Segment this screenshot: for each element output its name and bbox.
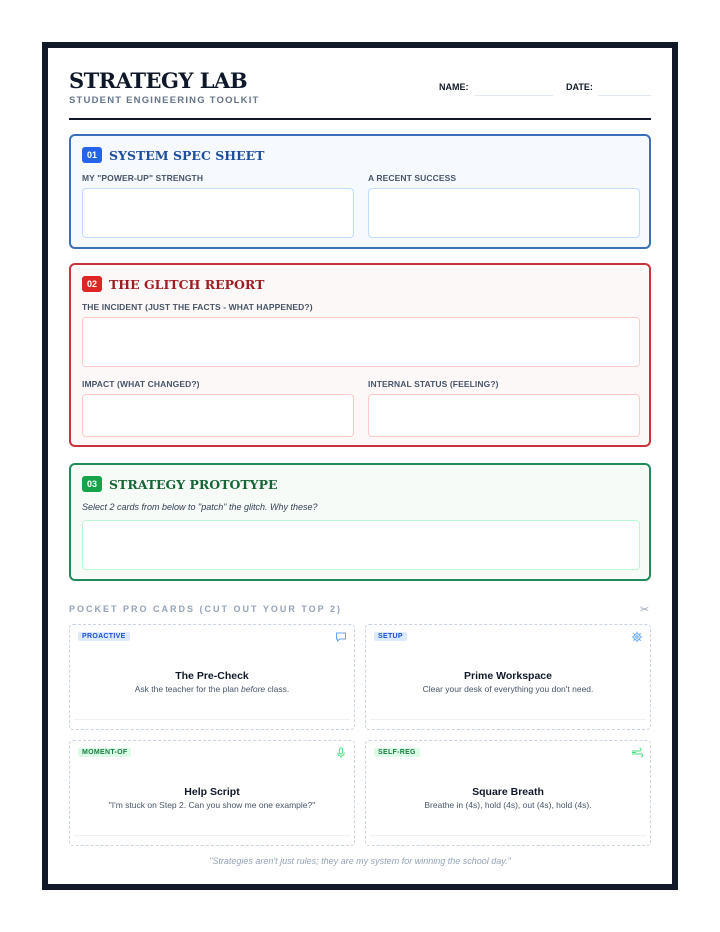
- incident-label: THE INCIDENT (JUST THE FACTS - WHAT HAPPENED?): [82, 302, 313, 312]
- gear-icon: [631, 631, 643, 643]
- worksheet-frame: [42, 42, 678, 890]
- card-divider: [74, 719, 350, 720]
- card-description: Ask the teacher for the plan before class.: [134, 684, 290, 694]
- card-tag: MOMENT-OF: [78, 748, 131, 757]
- section-glitch-report: [69, 263, 651, 447]
- section-number-badge: 03: [82, 476, 102, 492]
- card-description: Breathe in (4s), hold (4s), out (4s), hold (4s).: [424, 800, 592, 810]
- incident-input[interactable]: [82, 317, 640, 367]
- section-number-badge: 02: [82, 276, 102, 292]
- scissors-icon: ✂: [640, 604, 650, 616]
- impact-input[interactable]: [82, 394, 354, 437]
- card-help-script[interactable]: [69, 740, 355, 846]
- section-strategy-prototype: [69, 463, 651, 581]
- impact-label: IMPACT (WHAT CHANGED?): [82, 379, 200, 389]
- section-title: STRATEGY PROTOTYPE: [109, 477, 278, 492]
- prototype-input[interactable]: [82, 520, 640, 570]
- card-description: "I'm stuck on Step 2. Can you show me one example?": [108, 800, 316, 810]
- name-label: NAME:: [439, 82, 469, 92]
- card-title: Prime Workspace: [464, 670, 552, 682]
- card-divider: [370, 719, 646, 720]
- card-prime-workspace[interactable]: [365, 624, 651, 730]
- section-system-spec-sheet: [69, 134, 651, 249]
- success-label: A RECENT SUCCESS: [368, 173, 457, 183]
- card-tag: PROACTIVE: [78, 632, 130, 641]
- date-label: DATE:: [566, 82, 593, 92]
- section-title: SYSTEM SPEC SHEET: [109, 148, 265, 163]
- status-input[interactable]: [368, 394, 640, 437]
- chat-bubble-icon: [335, 631, 347, 643]
- card-title: Square Breath: [472, 786, 544, 798]
- name-field[interactable]: [475, 95, 553, 96]
- strength-input[interactable]: [82, 188, 354, 238]
- section-title: THE GLITCH REPORT: [109, 277, 265, 292]
- card-title: The Pre-Check: [175, 670, 249, 682]
- card-pre-check[interactable]: [69, 624, 355, 730]
- section-number-badge: 01: [82, 147, 102, 163]
- card-title: Help Script: [184, 786, 240, 798]
- footer-quote: "Strategies aren't just rules; they are my system for winning the school day.": [209, 856, 511, 866]
- card-divider: [74, 835, 350, 836]
- card-tag: SELF-REG: [374, 748, 420, 757]
- card-square-breath[interactable]: [365, 740, 651, 846]
- strength-label: MY "POWER-UP" STRENGTH: [82, 173, 204, 183]
- card-tag: SETUP: [374, 632, 407, 641]
- microphone-icon: [335, 747, 347, 759]
- card-description: Clear your desk of everything you don't need.: [422, 684, 594, 694]
- card-divider: [370, 835, 646, 836]
- page-subtitle: STUDENT ENGINEERING TOOLKIT: [69, 95, 260, 106]
- page-title: STRATEGY LAB: [69, 68, 248, 93]
- cards-heading: POCKET PRO CARDS (CUT OUT YOUR TOP 2): [69, 604, 343, 614]
- prototype-instructions: Select 2 cards from below to "patch" the glitch. Why these?: [82, 502, 318, 512]
- wind-icon: [631, 747, 643, 759]
- success-input[interactable]: [368, 188, 640, 238]
- header-divider: [69, 118, 651, 120]
- status-label: INTERNAL STATUS (FEELING?): [368, 379, 499, 389]
- date-field[interactable]: [598, 95, 651, 96]
